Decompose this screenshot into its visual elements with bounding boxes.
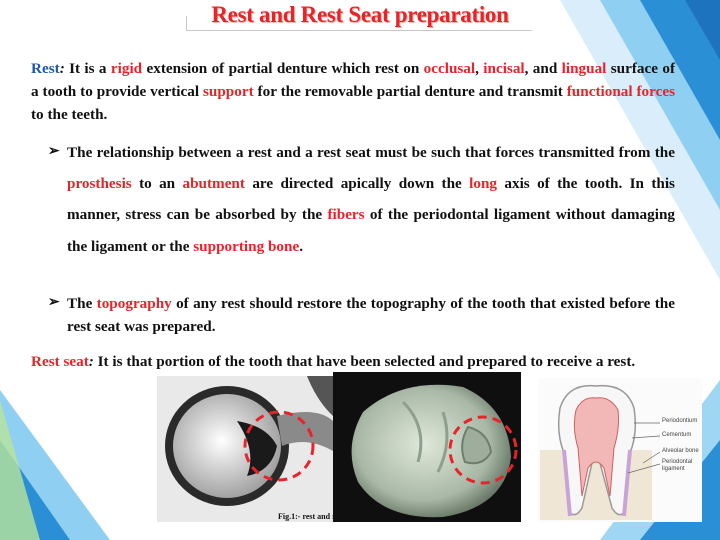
text: axis of the tooth. In this manner, stress can be absorbed by the bbox=[67, 175, 675, 224]
diagram-label-cementum: Cementum bbox=[662, 432, 692, 438]
diagram-label-periodontal-ligament: Periodontal ligament bbox=[662, 459, 693, 472]
text: It is a bbox=[64, 60, 111, 77]
rest-definition bbox=[31, 57, 675, 126]
keyword-functional-forces: functional forces bbox=[566, 83, 675, 100]
tooth-anatomy-diagram bbox=[538, 378, 702, 522]
diagram-label-alveolar-bone: Alveolar bone bbox=[662, 448, 699, 454]
keyword-occlusal: occlusal bbox=[423, 60, 476, 77]
text: The bbox=[67, 295, 97, 312]
keyword-supporting-bone: supporting bone bbox=[193, 237, 300, 255]
bullet-arrow-icon: ➢ bbox=[48, 144, 60, 159]
keyword-topography: topography bbox=[96, 295, 172, 312]
rest-term: Rest bbox=[31, 60, 60, 77]
bullet-topography bbox=[67, 292, 675, 338]
denture-rest-photo bbox=[157, 376, 333, 522]
bottom-left-decoration bbox=[0, 390, 120, 540]
text: It is that portion of the tooth that have been selected and prepared to receive a rest. bbox=[93, 353, 636, 370]
text: of the periodontal ligament without damaging the ligament or the bbox=[67, 206, 675, 255]
text: surface of a tooth to provide vertical bbox=[31, 60, 676, 100]
keyword-lingual: lingual bbox=[561, 60, 607, 77]
slide-title: Rest and Rest Seat preparation bbox=[211, 2, 509, 27]
keyword-long: long bbox=[469, 175, 498, 193]
keyword-rigid: rigid bbox=[110, 60, 143, 77]
keyword-incisal: incisal bbox=[483, 60, 525, 77]
diagram-label-periodontium: Periodontium bbox=[662, 418, 698, 424]
rest-seat-colon: : bbox=[88, 353, 94, 370]
rest-colon: : bbox=[59, 60, 65, 77]
text: to an bbox=[131, 175, 183, 193]
text: for the removable partial denture and transmit bbox=[253, 83, 567, 100]
rest-seat-definition bbox=[31, 350, 651, 373]
text: . bbox=[299, 237, 303, 255]
text: , bbox=[475, 60, 484, 77]
keyword-fibers: fibers bbox=[327, 206, 365, 224]
rest-seat-term: Rest seat bbox=[31, 353, 89, 370]
title-underline bbox=[186, 30, 532, 31]
text: , and bbox=[524, 60, 562, 77]
keyword-support: support bbox=[202, 83, 254, 100]
keyword-prosthesis: prosthesis bbox=[67, 175, 132, 193]
text: to the teeth. bbox=[31, 106, 108, 123]
keyword-abutment: abutment bbox=[182, 175, 245, 193]
text: are directed apically down the bbox=[244, 175, 470, 193]
figure-caption: Fig.1:- rest and rest seat bbox=[278, 512, 361, 521]
bullet-arrow-icon: ➢ bbox=[48, 295, 60, 310]
bullet-relationship bbox=[67, 137, 675, 262]
text: of any rest should restore the topography of the tooth that existed before the rest seat was prepared. bbox=[67, 295, 675, 335]
text: The relationship between a rest and a rest seat must be such that forces transmitted from the bbox=[67, 144, 675, 161]
text: extension of partial denture which rest on bbox=[142, 60, 424, 77]
rest-seat-tooth-photo bbox=[333, 372, 521, 522]
